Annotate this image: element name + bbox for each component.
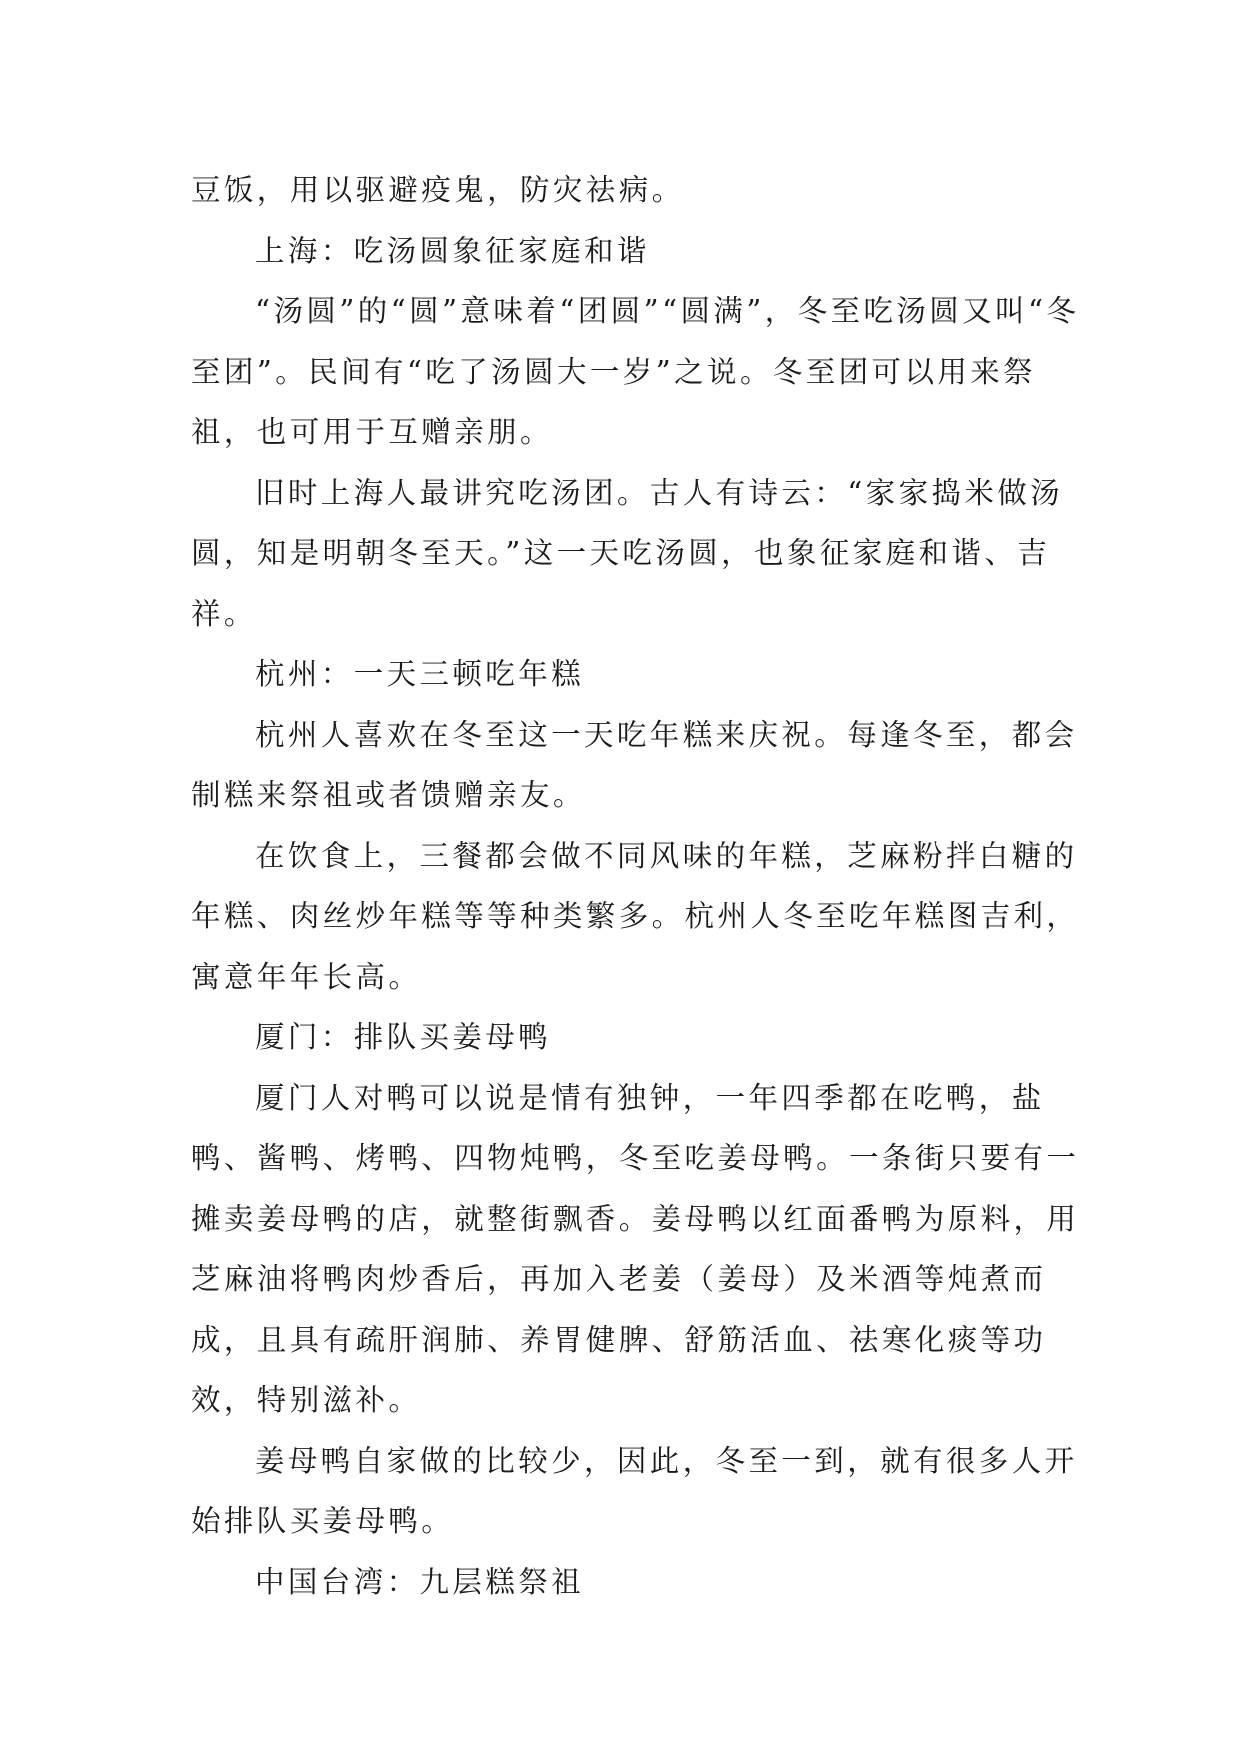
section-heading: 厦门：排队买姜母鸭 [255,1020,552,1054]
continued-paragraph: 豆饭，用以驱避疫鬼，防灾祛病。 [191,173,685,207]
section-heading: 上海：吃汤圆象征家庭和谐 [255,233,650,268]
body-paragraph: 厦门人对鸭可以说是情有独钟，一年四季都在吃鸭，盐鸭、酱鸭、烤鸭、四物炖鸭，冬至吃姜母鸭。一条街只要有一摊卖姜母鸭的店，就整街飘香。姜母鸭以红面番鸭为原料，用芝麻油将鸭肉炒香后，再加入老姜（姜母）及米酒等炖煮而成，且具有疏肝润肺、养胃健脾、舒筋活血、祛寒化痰等功效，特别滋补。 [191,1080,1080,1417]
body-paragraph: 姜母鸭自家做的比较少，因此，冬至一到，就有很多人开始排队买姜母鸭。 [191,1443,1078,1538]
body-paragraph: 杭州人喜欢在冬至这一天吃年糕来庆祝。每逢冬至，都会制糕来祭祖或者馈赠亲友。 [191,717,1078,812]
body-paragraph: 在饮食上，三餐都会做不同风味的年糕，芝麻粉拌白糖的年糕、肉丝炒年糕等等种类繁多。杭州人冬至吃年糕图吉利，寓意年年长高。 [191,838,1080,994]
body-paragraph: 旧时上海人最讲究吃汤团。古人有诗云：“家家捣米做汤圆，知是明朝冬至天。”这一天吃汤圆，也象征家庭和谐、吉祥。 [191,475,1064,631]
document-body [191,160,1091,1612]
section-heading: 杭州：一天三顿吃年糕 [255,657,585,691]
section-heading: 中国台湾：九层糕祭祖 [255,1564,585,1599]
body-paragraph: “汤圆”的“圆”意味着“团圆”“圆满”，冬至吃汤圆又叫“冬至团”。民间有“吃了汤圆大一岁”之说。冬至团可以用来祭祖，也可用于互赠亲朋。 [191,294,1080,449]
